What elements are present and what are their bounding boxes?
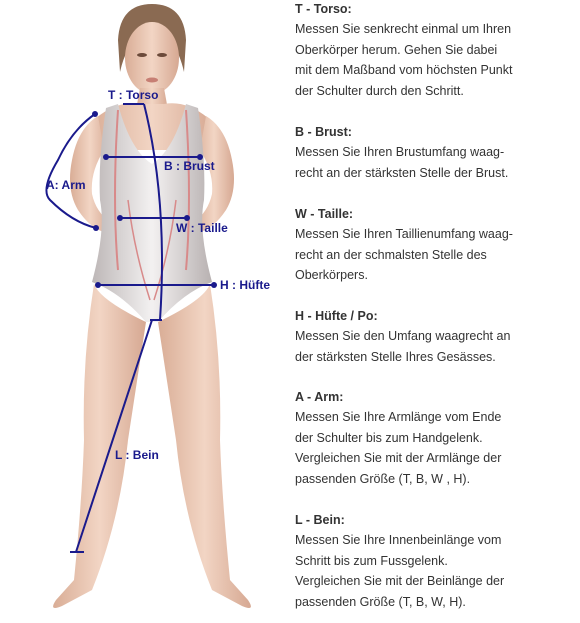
section-bein	[295, 511, 577, 612]
section-line: der stärksten Stelle Ihres Gesässes.	[295, 349, 496, 364]
section-taille	[295, 205, 577, 286]
head	[125, 22, 179, 94]
label-torso: T : Torso	[108, 88, 159, 102]
section-line: passenden Größe (T, B, W, H).	[295, 594, 466, 609]
section-line: der Schulter durch den Schritt.	[295, 83, 464, 98]
right-leg	[158, 284, 251, 608]
label-huefte: H : Hüfte	[220, 278, 270, 292]
section-line: mit dem Maßband vom höchsten Punkt	[295, 63, 513, 77]
section-line: recht an der stärksten Stelle der Brust.	[295, 165, 509, 180]
section-line: Schritt bis zum Fussgelenk.	[295, 553, 448, 568]
section-title: W - Taille:	[295, 207, 354, 221]
label-arm: A: Arm	[46, 178, 86, 192]
section-line: Vergleichen Sie mit der Beinlänge der	[295, 574, 505, 588]
section-title: A - Arm:	[295, 390, 344, 404]
section-line: Oberkörpers.	[295, 268, 368, 282]
label-taille: W : Taille	[176, 221, 228, 235]
section-line: Messen Sie Ihre Armlänge vom Ende	[295, 410, 502, 424]
section-line: recht an der schmalsten Stelle des	[295, 247, 487, 262]
section-line: Messen Sie Ihren Taillienumfang waag-	[295, 227, 513, 241]
section-torso	[295, 0, 577, 101]
section-title: B - Brust:	[295, 125, 352, 139]
section-line: der Schulter bis zum Handgelenk.	[295, 430, 483, 445]
section-line: Vergleichen Sie mit der Armlänge der	[295, 451, 502, 465]
section-title: H - Hüfte / Po:	[295, 309, 378, 323]
label-brust: B : Brust	[164, 159, 215, 173]
left-leg	[53, 284, 146, 608]
section-line: Messen Sie den Umfang waagrecht an	[295, 329, 511, 343]
section-title: L - Bein:	[295, 513, 345, 527]
section-line: passenden Größe (T, B, W , H).	[295, 471, 471, 486]
section-line: Messen Sie senkrecht einmal um Ihren	[295, 22, 512, 36]
section-line: Oberkörper herum. Gehen Sie dabei	[295, 42, 498, 57]
section-line: Messen Sie Ihre Innenbeinlänge vom	[295, 533, 502, 547]
section-line: Messen Sie Ihren Brustumfang waag-	[295, 145, 505, 159]
section-arm	[295, 388, 577, 489]
label-bein: L : Bein	[115, 448, 159, 462]
section-huefte	[295, 307, 577, 367]
section-brust	[295, 123, 577, 183]
section-title: T - Torso:	[295, 2, 352, 16]
